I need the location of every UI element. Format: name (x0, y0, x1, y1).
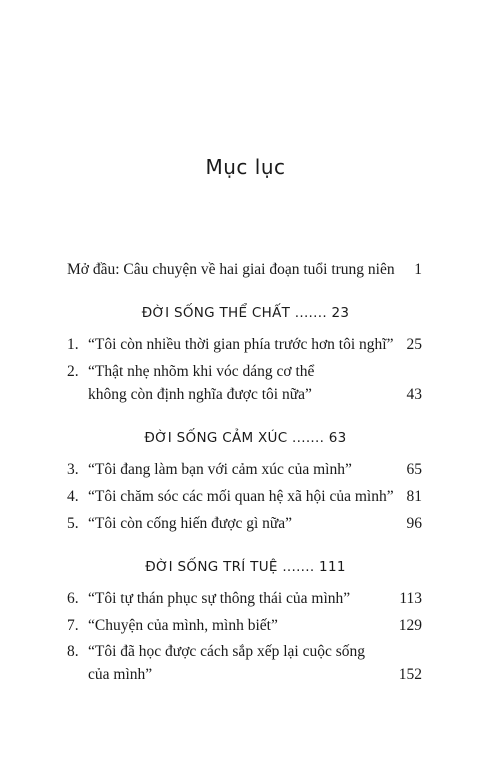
entry-text-continued: của mình” (88, 666, 153, 683)
entry-page-number: 43 (406, 386, 422, 403)
entry-text-continued: không còn định nghĩa được tôi nữa” (88, 386, 312, 403)
section-heading-intellectual: ĐỜI SỐNG TRÍ TUỆ ....... 111 (145, 559, 346, 575)
entry-number: 7. (67, 617, 79, 634)
entry-page-number: 113 (399, 590, 422, 607)
entry-page-number: 1 (414, 261, 422, 278)
entry-number: 8. (67, 643, 79, 660)
entry-page-number: 96 (406, 515, 422, 532)
entry-number: 5. (67, 515, 79, 532)
entry-page-number: 129 (398, 617, 422, 634)
entry-number: 3. (67, 461, 79, 478)
entry-page-number: 81 (406, 488, 422, 505)
entry-text: “Tôi còn cống hiến được gì nữa” (88, 515, 293, 532)
entry-number: 2. (67, 363, 79, 380)
entry-number: 1. (67, 336, 79, 353)
section-heading-physical: ĐỜI SỐNG THỂ CHẤT ....... 23 (141, 305, 350, 321)
section-heading-emotional: ĐỜI SỐNG CẢM XÚC ....... 63 (144, 430, 347, 446)
entry-number: 4. (67, 488, 79, 505)
entry-text: “Tôi chăm sóc các mối quan hệ xã hội của mình” (88, 488, 394, 505)
entry-text: “Tôi đã học được cách sắp xếp lại cuộc sống (88, 643, 365, 660)
entry-page-number: 152 (398, 666, 422, 683)
entry-text: “Thật nhẹ nhõm khi vóc dáng cơ thể (88, 363, 315, 380)
entry-page-number: 65 (406, 461, 422, 478)
entry-page-number: 25 (406, 336, 422, 353)
entry-text: Mở đầu: Câu chuyện về hai giai đoạn tuổi trung niên (67, 261, 395, 278)
page-title: Mục lục (205, 155, 286, 179)
entry-text: “Tôi còn nhiều thời gian phía trước hơn tôi nghĩ” (88, 336, 394, 353)
entry-number: 6. (67, 590, 79, 607)
entry-text: “Tôi tự thán phục sự thông thái của mình” (88, 590, 351, 607)
entry-text: “Chuyện của mình, mình biết” (88, 617, 278, 634)
entry-text: “Tôi đang làm bạn với cảm xúc của mình” (88, 461, 352, 478)
